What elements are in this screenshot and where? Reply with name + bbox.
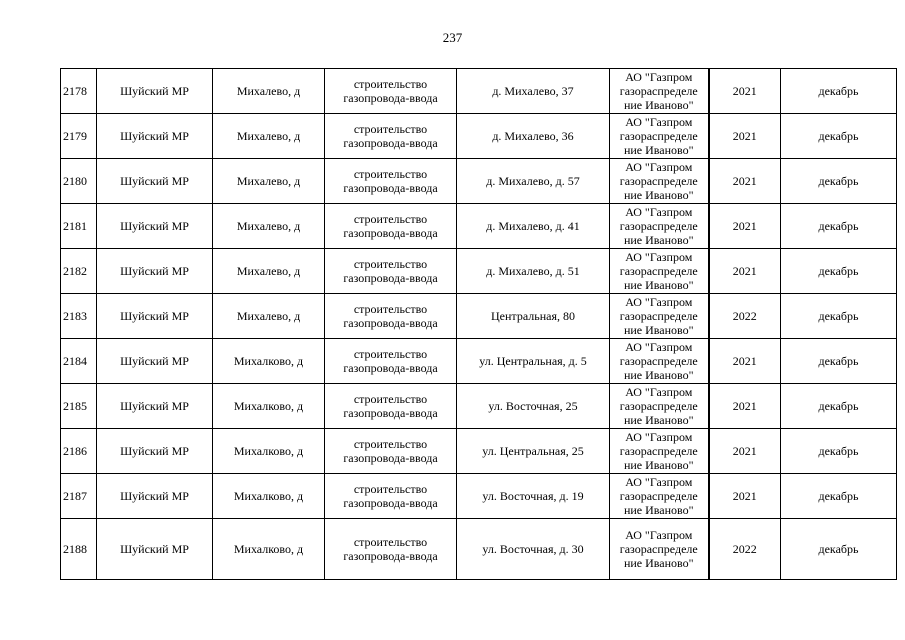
month-cell: декабрь xyxy=(781,249,897,294)
month-cell: декабрь xyxy=(781,429,897,474)
locality-cell: Михалково, д xyxy=(213,429,325,474)
month-cell: декабрь xyxy=(781,474,897,519)
year-cell: 2021 xyxy=(709,339,781,384)
organization-cell-line: АО "Газпром xyxy=(625,160,693,174)
row-number: 2181 xyxy=(61,204,97,249)
row-number: 2180 xyxy=(61,159,97,204)
table-row xyxy=(61,159,897,204)
organization-cell xyxy=(610,204,709,249)
address-cell: д. Михалево, 37 xyxy=(457,69,610,114)
work-type-cell-line: строительство xyxy=(353,482,428,496)
locality-cell: Михалково, д xyxy=(213,384,325,429)
work-type-cell xyxy=(325,429,457,474)
district-cell: Шуйский МР xyxy=(97,519,213,580)
work-type-cell-line: строительство xyxy=(353,167,428,181)
address-cell: д. Михалево, д. 51 xyxy=(457,249,610,294)
row-number: 2179 xyxy=(61,114,97,159)
organization-cell-line: ние Иваново" xyxy=(623,413,694,427)
row-number: 2186 xyxy=(61,429,97,474)
work-type-cell xyxy=(325,204,457,249)
organization-cell-line: ние Иваново" xyxy=(623,503,694,517)
work-type-cell-line: газопровода-ввода xyxy=(343,271,438,285)
work-type-cell-line: строительство xyxy=(353,437,428,451)
organization-cell-line: ние Иваново" xyxy=(623,458,694,472)
work-type-cell-line: строительство xyxy=(353,212,428,226)
work-type-cell-line: газопровода-ввода xyxy=(343,181,438,195)
organization-cell xyxy=(610,429,709,474)
organization-cell-line: ние Иваново" xyxy=(623,188,694,202)
work-type-cell-line: строительство xyxy=(353,257,428,271)
address-cell: ул. Центральная, 25 xyxy=(457,429,610,474)
organization-cell-line: газораспределе xyxy=(619,542,698,556)
month-cell: декабрь xyxy=(781,339,897,384)
work-type-cell xyxy=(325,519,457,580)
work-type-cell-line: газопровода-ввода xyxy=(343,549,438,563)
organization-cell-line: АО "Газпром xyxy=(625,295,693,309)
work-type-cell-line: газопровода-ввода xyxy=(343,226,438,240)
address-cell: ул. Центральная, д. 5 xyxy=(457,339,610,384)
organization-cell xyxy=(610,474,709,519)
row-number: 2184 xyxy=(61,339,97,384)
district-cell: Шуйский МР xyxy=(97,69,213,114)
district-cell: Шуйский МР xyxy=(97,384,213,429)
address-cell: ул. Восточная, д. 19 xyxy=(457,474,610,519)
row-number: 2187 xyxy=(61,474,97,519)
work-type-cell xyxy=(325,339,457,384)
work-type-cell xyxy=(325,114,457,159)
month-cell: декабрь xyxy=(781,384,897,429)
table-row xyxy=(61,294,897,339)
year-cell: 2021 xyxy=(709,429,781,474)
organization-cell-line: ние Иваново" xyxy=(623,368,694,382)
organization-cell-line: газораспределе xyxy=(619,174,698,188)
organization-cell xyxy=(610,384,709,429)
organization-cell-line: газораспределе xyxy=(619,219,698,233)
organization-cell xyxy=(610,519,709,580)
table-row xyxy=(61,474,897,519)
locality-cell: Михалково, д xyxy=(213,474,325,519)
table-row xyxy=(61,114,897,159)
year-cell: 2021 xyxy=(709,69,781,114)
organization-cell-line: ние Иваново" xyxy=(623,98,694,112)
work-type-cell xyxy=(325,69,457,114)
locality-cell: Михалево, д xyxy=(213,294,325,339)
organization-cell-line: АО "Газпром xyxy=(625,340,693,354)
organization-cell xyxy=(610,69,709,114)
year-cell: 2021 xyxy=(709,249,781,294)
organization-cell xyxy=(610,339,709,384)
row-number: 2188 xyxy=(61,519,97,580)
organization-cell-line: АО "Газпром xyxy=(625,528,693,542)
address-cell: д. Михалево, д. 57 xyxy=(457,159,610,204)
organization-cell-line: газораспределе xyxy=(619,444,698,458)
work-type-cell xyxy=(325,384,457,429)
month-cell: декабрь xyxy=(781,114,897,159)
year-cell: 2022 xyxy=(709,294,781,339)
locality-cell: Михалково, д xyxy=(213,519,325,580)
work-type-cell-line: газопровода-ввода xyxy=(343,361,438,375)
month-cell: декабрь xyxy=(781,204,897,249)
organization-cell-line: АО "Газпром xyxy=(625,250,693,264)
organization-cell-line: АО "Газпром xyxy=(625,70,693,84)
work-type-cell xyxy=(325,474,457,519)
work-type-cell-line: газопровода-ввода xyxy=(343,91,438,105)
organization-cell-line: АО "Газпром xyxy=(625,385,693,399)
work-type-cell xyxy=(325,294,457,339)
address-cell: ул. Восточная, д. 30 xyxy=(457,519,610,580)
gasification-table xyxy=(60,68,897,580)
organization-cell-line: ние Иваново" xyxy=(623,323,694,337)
locality-cell: Михалево, д xyxy=(213,249,325,294)
organization-cell-line: газораспределе xyxy=(619,399,698,413)
table-row xyxy=(61,519,897,580)
organization-cell-line: газораспределе xyxy=(619,354,698,368)
table-row xyxy=(61,339,897,384)
organization-cell-line: АО "Газпром xyxy=(625,430,693,444)
year-cell: 2021 xyxy=(709,159,781,204)
work-type-cell-line: строительство xyxy=(353,302,428,316)
work-type-cell xyxy=(325,249,457,294)
address-cell: ул. Восточная, 25 xyxy=(457,384,610,429)
locality-cell: Михалево, д xyxy=(213,69,325,114)
work-type-cell-line: строительство xyxy=(353,122,428,136)
row-number: 2183 xyxy=(61,294,97,339)
work-type-cell-line: строительство xyxy=(353,77,428,91)
month-cell: декабрь xyxy=(781,159,897,204)
district-cell: Шуйский МР xyxy=(97,249,213,294)
work-type-cell-line: строительство xyxy=(353,535,428,549)
work-type-cell-line: газопровода-ввода xyxy=(343,496,438,510)
organization-cell-line: газораспределе xyxy=(619,264,698,278)
organization-cell-line: АО "Газпром xyxy=(625,115,693,129)
organization-cell-line: газораспределе xyxy=(619,309,698,323)
table-row xyxy=(61,249,897,294)
district-cell: Шуйский МР xyxy=(97,204,213,249)
month-cell: декабрь xyxy=(781,69,897,114)
locality-cell: Михалево, д xyxy=(213,204,325,249)
organization-cell-line: ние Иваново" xyxy=(623,233,694,247)
organization-cell-line: ние Иваново" xyxy=(623,143,694,157)
locality-cell: Михалево, д xyxy=(213,159,325,204)
district-cell: Шуйский МР xyxy=(97,294,213,339)
row-number: 2182 xyxy=(61,249,97,294)
district-cell: Шуйский МР xyxy=(97,339,213,384)
table-row xyxy=(61,204,897,249)
year-cell: 2021 xyxy=(709,474,781,519)
month-cell: декабрь xyxy=(781,519,897,580)
organization-cell-line: газораспределе xyxy=(619,129,698,143)
organization-cell xyxy=(610,159,709,204)
locality-cell: Михалево, д xyxy=(213,114,325,159)
organization-cell xyxy=(610,114,709,159)
address-cell: д. Михалево, 36 xyxy=(457,114,610,159)
organization-cell xyxy=(610,294,709,339)
district-cell: Шуйский МР xyxy=(97,474,213,519)
work-type-cell-line: строительство xyxy=(353,347,428,361)
year-cell: 2021 xyxy=(709,114,781,159)
table-row xyxy=(61,69,897,114)
row-number: 2178 xyxy=(61,69,97,114)
organization-cell xyxy=(610,249,709,294)
organization-cell-line: АО "Газпром xyxy=(625,205,693,219)
organization-cell-line: газораспределе xyxy=(619,489,698,503)
year-cell: 2022 xyxy=(709,519,781,580)
table-row xyxy=(61,384,897,429)
table-row xyxy=(61,429,897,474)
work-type-cell-line: строительство xyxy=(353,392,428,406)
address-cell: д. Михалево, д. 41 xyxy=(457,204,610,249)
page-number: 237 xyxy=(442,30,463,45)
work-type-cell-line: газопровода-ввода xyxy=(343,316,438,330)
organization-cell-line: ние Иваново" xyxy=(623,556,694,570)
locality-cell: Михалково, д xyxy=(213,339,325,384)
work-type-cell xyxy=(325,159,457,204)
address-cell: Центральная, 80 xyxy=(457,294,610,339)
year-cell: 2021 xyxy=(709,384,781,429)
district-cell: Шуйский МР xyxy=(97,429,213,474)
month-cell: декабрь xyxy=(781,294,897,339)
organization-cell-line: газораспределе xyxy=(619,84,698,98)
district-cell: Шуйский МР xyxy=(97,114,213,159)
work-type-cell-line: газопровода-ввода xyxy=(343,406,438,420)
row-number: 2185 xyxy=(61,384,97,429)
district-cell: Шуйский МР xyxy=(97,159,213,204)
work-type-cell-line: газопровода-ввода xyxy=(343,136,438,150)
work-type-cell-line: газопровода-ввода xyxy=(343,451,438,465)
year-cell: 2021 xyxy=(709,204,781,249)
organization-cell-line: ние Иваново" xyxy=(623,278,694,292)
organization-cell-line: АО "Газпром xyxy=(625,475,693,489)
